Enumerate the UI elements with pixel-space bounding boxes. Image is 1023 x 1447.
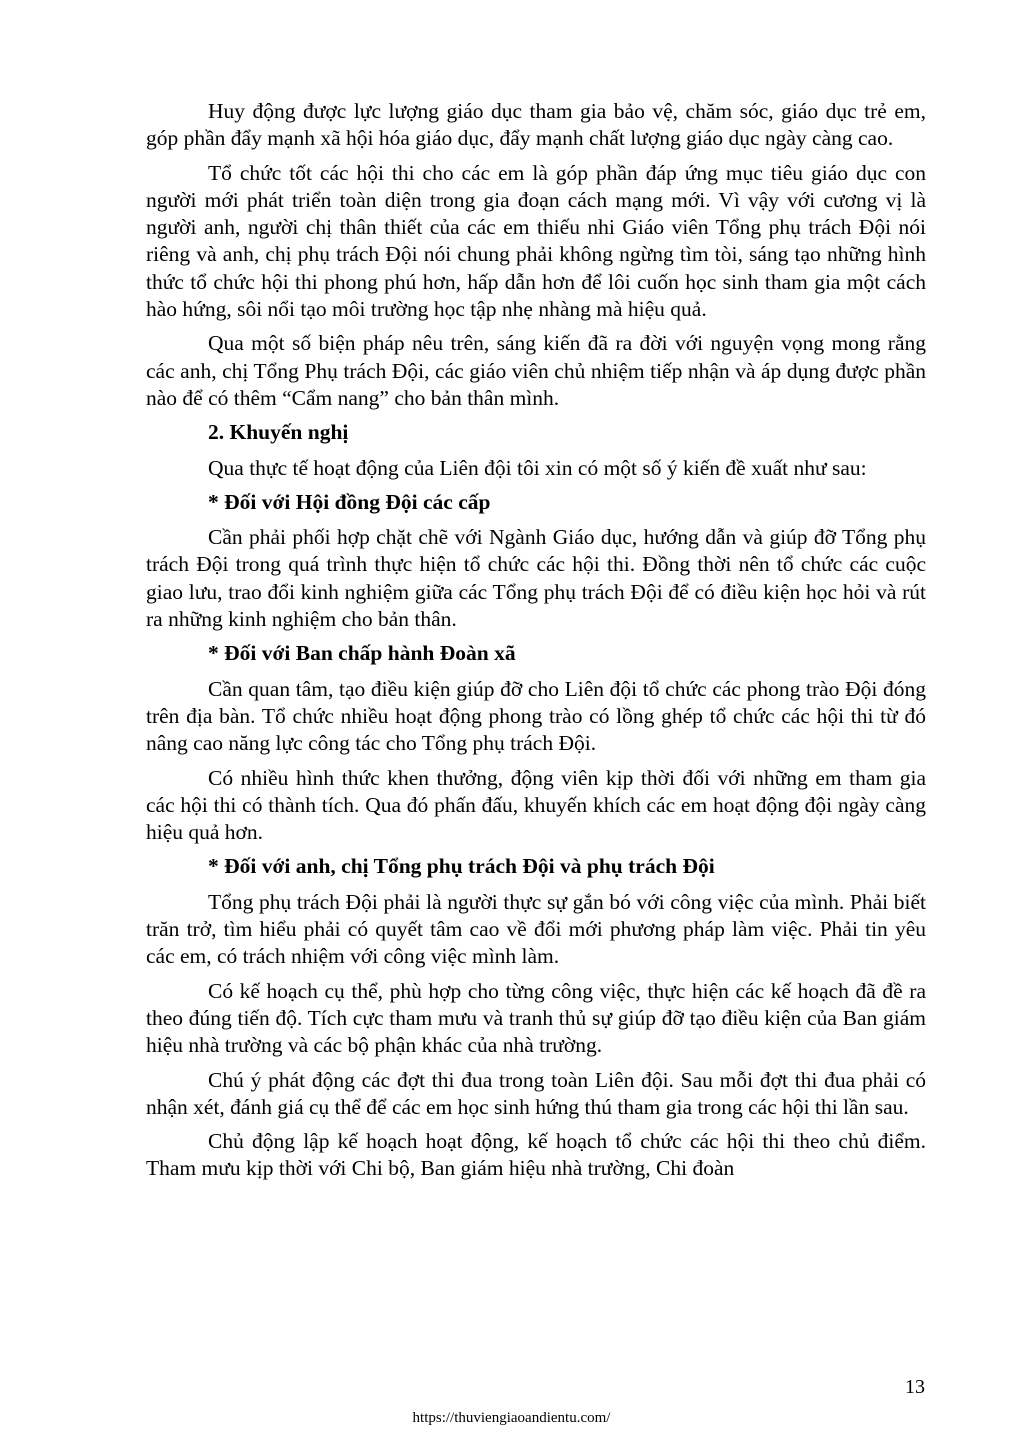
paragraph: Có nhiều hình thức khen thưởng, động viên kịp thời đối với những em tham gia các hội thi có thành tích. Qua đó phấn đấu, khuyến khích các em hoạt động đội ngày càng hiệu quả hơn. xyxy=(146,765,926,845)
document-body xyxy=(146,98,926,1190)
section-heading: 2. Khuyến nghị xyxy=(208,420,349,445)
paragraph: Chủ động lập kế hoạch hoạt động, kế hoạch tổ chức các hội thi theo chủ điểm. Tham mưu kịp thời với Chi bộ, Ban giám hiệu nhà trường, Chi đoàn xyxy=(146,1129,926,1181)
paragraph: Huy động được lực lượng giáo dục tham gia bảo vệ, chăm sóc, giáo dục trẻ em, góp phần đẩy mạnh xã hội hóa giáo dục, đẩy mạnh chất lượng giáo dục ngày càng cao. xyxy=(146,99,926,151)
subsection-heading: * Đối với anh, chị Tổng phụ trách Đội và phụ trách Đội xyxy=(208,854,715,879)
paragraph: Qua thực tế hoạt động của Liên đội tôi xin có một số ý kiến đề xuất như sau: xyxy=(208,455,867,480)
subsection-heading: * Đối với Ban chấp hành Đoàn xã xyxy=(208,641,516,666)
paragraph: Chú ý phát động các đợt thi đua trong toàn Liên đội. Sau mỗi đợt thi đua phải có nhận xét, đánh giá cụ thể để các em học sinh hứng thú tham gia trong các hội thi lần sau. xyxy=(146,1067,926,1119)
paragraph: Cần phải phối hợp chặt chẽ với Ngành Giáo dục, hướng dẫn và giúp đỡ Tổng phụ trách Đội trong quá trình thực hiện tổ chức các hội thi. Đồng thời nên tổ chức các cuộc giao lưu, trao đổi kinh nghiệm giữa các Tổng phụ trách Đội để có điều kiện học hỏi và rút ra những kinh nghiệm cho bản thân. xyxy=(146,525,926,632)
footer-url[interactable]: https://thuviengiaoandientu.com/ xyxy=(412,1410,611,1426)
paragraph: Có kế hoạch cụ thể, phù hợp cho từng công việc, thực hiện các kế hoạch đã đề ra theo đúng tiến độ. Tích cực tham mưu và tranh thủ sự giúp đỡ tạo điều kiện của Ban giám hiệu nhà trường và các bộ phận khác của nhà trường. xyxy=(146,978,926,1058)
paragraph: Tổng phụ trách Đội phải là người thực sự gắn bó với công việc của mình. Phải biết trăn trở, tìm hiểu phải có quyết tâm cao về đổi mới phương pháp làm việc. Phải tin yêu các em, có trách nhiệm với công việc mình làm. xyxy=(146,889,926,969)
subsection-heading: * Đối với Hội đồng Đội các cấp xyxy=(208,489,491,514)
paragraph: Tổ chức tốt các hội thi cho các em là góp phần đáp ứng mục tiêu giáo dục con người mới phát triển toàn diện trong gia đoạn cách mạng mới. Vì vậy với cương vị là người anh, người chị thân thiết của các em thiếu nhi Giáo viên Tổng phụ trách Đội nói riêng và anh, chị phụ trách Đội nói chung phải không ngừng tìm tòi, sáng tạo những hình thức tổ chức hội thi phong phú hơn, hấp dẫn hơn để lôi cuốn học sinh tham gia một cách hào hứng, sôi nổi tạo môi trường học tập nhẹ nhàng mà hiệu quả. xyxy=(146,160,926,322)
paragraph: Qua một số biện pháp nêu trên, sáng kiến đã ra đời với nguyện vọng mong rằng các anh, chị Tổng Phụ trách Đội, các giáo viên chủ nhiệm tiếp nhận và áp dụng được phần nào để có thêm “Cẩm nang” cho bản thân mình. xyxy=(146,331,926,410)
page-number: 13 xyxy=(905,1376,925,1398)
paragraph: Cần quan tâm, tạo điều kiện giúp đỡ cho Liên đội tổ chức các phong trào Đội đóng trên địa bàn. Tổ chức nhiều hoạt động phong trào có lồng ghép tổ chức các hội thi từ đó nâng cao năng lực công tác cho Tổng phụ trách Đội. xyxy=(146,676,926,756)
